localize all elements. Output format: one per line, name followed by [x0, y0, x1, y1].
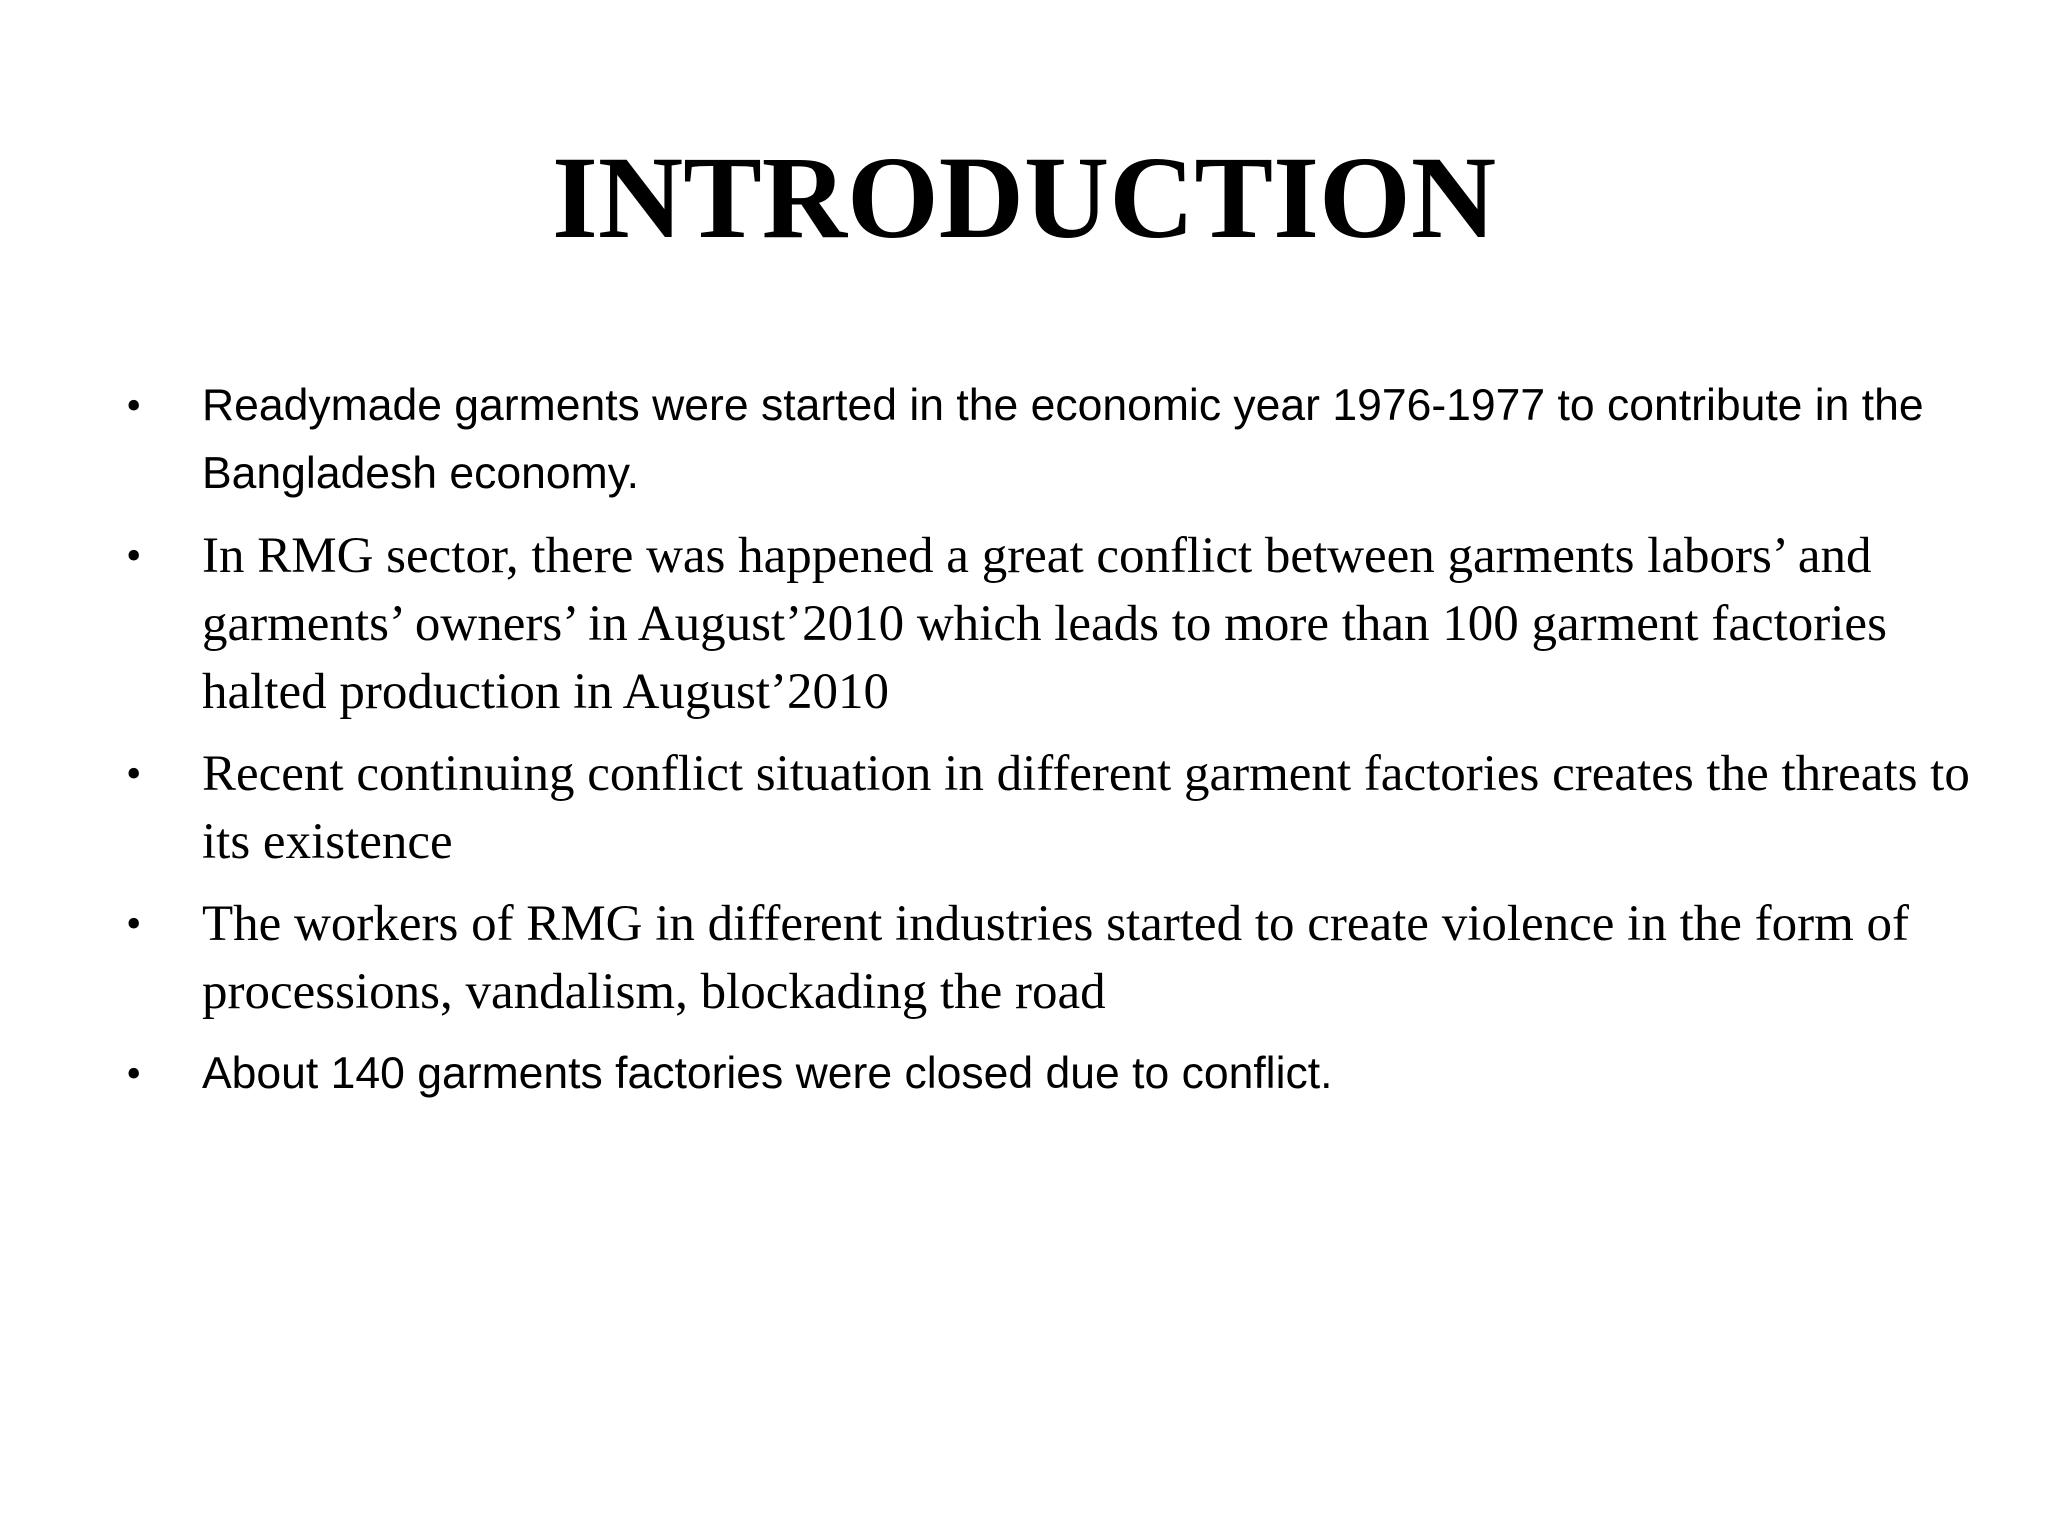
bullet-item [120, 1040, 1980, 1108]
bullet-icon: • [126, 1049, 142, 1098]
bullet-item [120, 890, 1980, 1026]
bullet-text: The workers of RMG in different industries started to create violence in the form of processions, vandalism, blockading the road [202, 896, 1910, 1020]
bullet-item [120, 372, 1980, 508]
bullet-item [120, 522, 1980, 726]
bullet-text: Readymade garments were started in the economic year 1976-1977 to contribute in the Bangladesh economy. [202, 381, 1924, 498]
bullet-icon: • [126, 381, 142, 430]
bullet-text: Recent continuing conflict situation in different garment factories creates the threats to its existence [202, 746, 1970, 870]
bullet-icon: • [126, 899, 142, 948]
bullet-text: In RMG sector, there was happened a great conflict between garments labors’ and garments’ owners’ in August’2010 which leads to more than 100 garment factories halted production in August’2010 [202, 528, 1887, 720]
bullet-text: About 140 garments factories were closed due to conflict. [202, 1049, 1333, 1098]
slide-title: INTRODUCTION [551, 132, 1497, 263]
bullet-list [120, 372, 1980, 1122]
bullet-icon: • [126, 749, 142, 798]
bullet-icon: • [126, 531, 142, 580]
bullet-item [120, 740, 1980, 876]
